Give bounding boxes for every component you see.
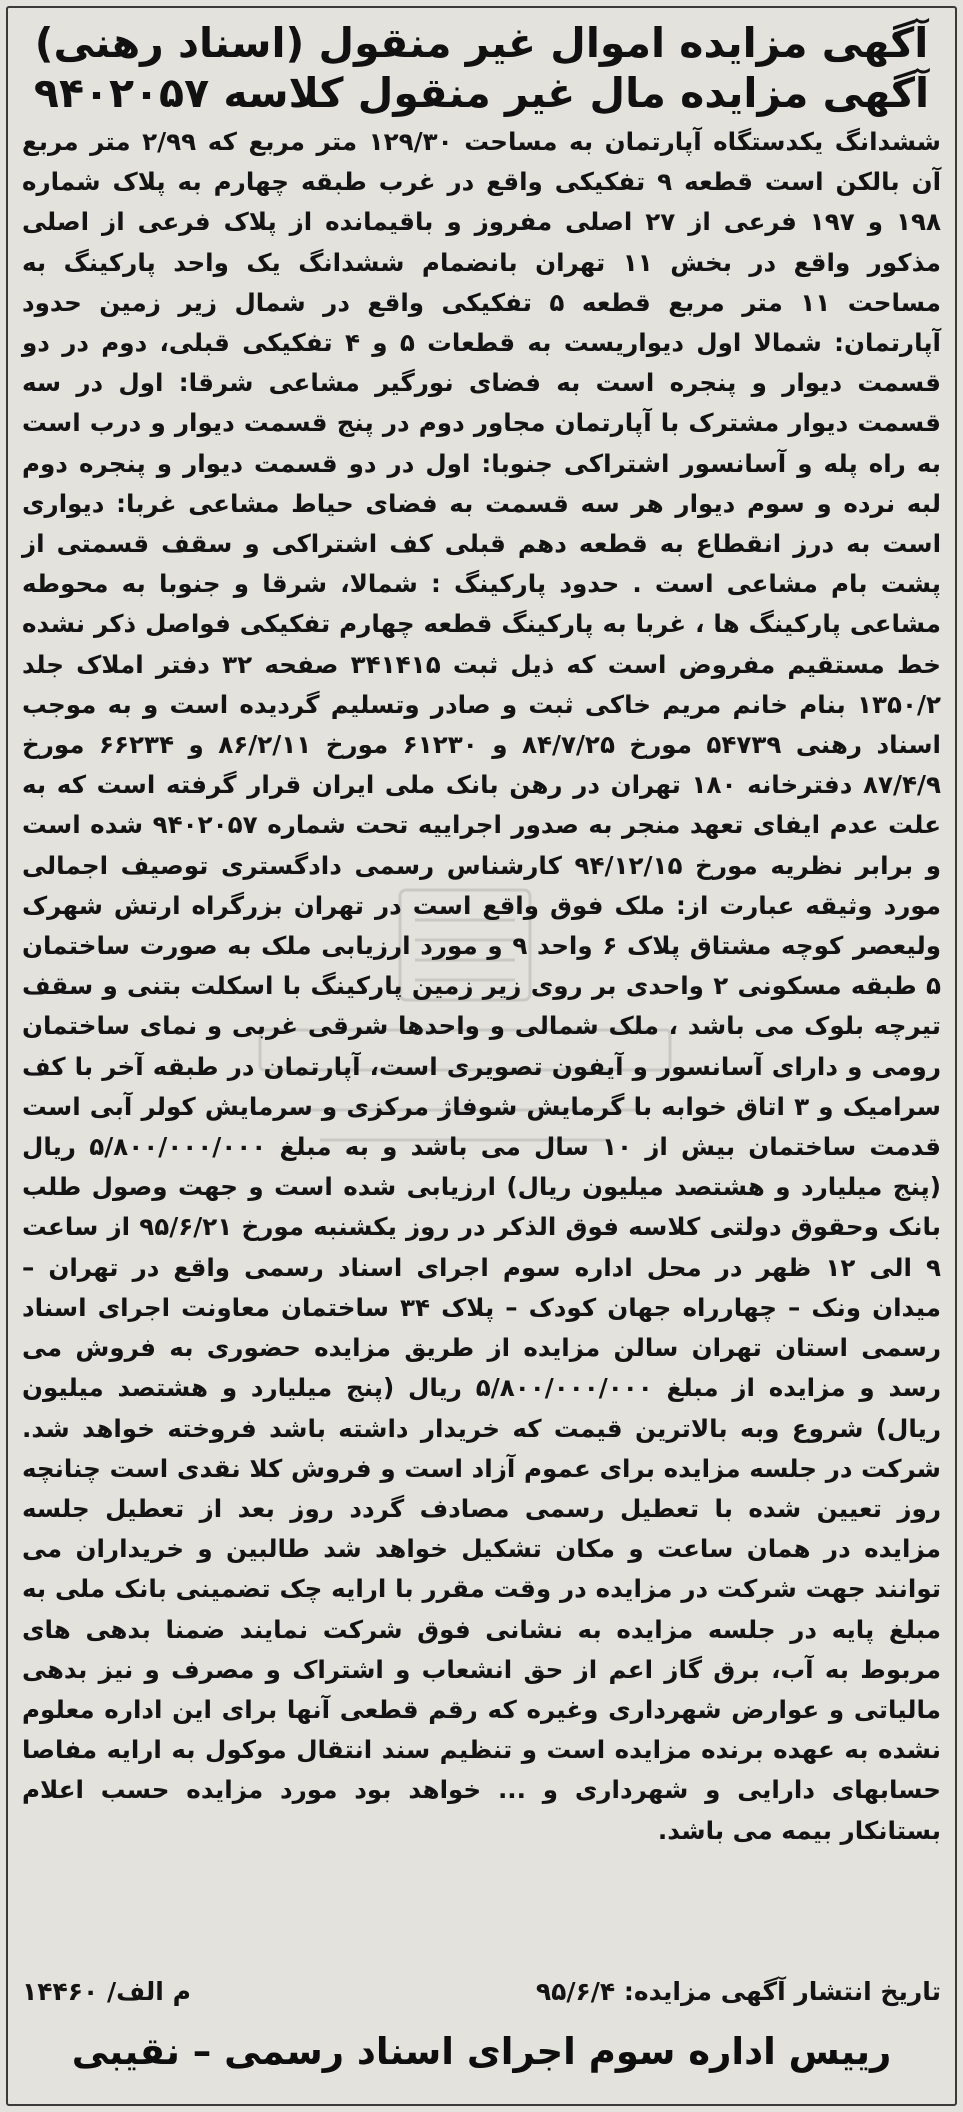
official-signature: رییس اداره سوم اجرای اسناد رسمی – نقیبی [71, 2030, 892, 2073]
notice-body-text: ششدانگ یکدستگاه آپارتمان به مساحت ۱۲۹/۳۰ متر مربع که ۲/۹۹ متر مربع آن بالکن است قطعه ۹ تفکیکی واقع در غرب طبقه چهارم به پلاک شماره ۱۹۸ و ۱۹۷ فرعی از ۲۷ اصلی مفروز و باقیمانده از پلاک فرعی از اصلی مذکور واقع در بخش ۱۱ تهران بانضمام ششدانگ یک واحد پارکینگ به مساحت ۱۱ متر مربع قطعه ۵ تفکیکی واقع در شمال زیر زمین حدود آپارتمان: شمالا اول دیواریست به قطعات ۵ و ۴ تفکیکی قبلی، دوم در دو قسمت دیوار و پنجره است به فضای نورگیر مشاعی شرقا: اول در سه قسمت دیوار مشترک با آپارتمان مجاور دوم در پنج قسمت دیوار و درب است به راه پله و آسانسور اشتراکی جنوبا: اول در دو قسمت دیوار و پنجره دوم لبه نرده و سوم دیوار هر سه قسمت به فضای حیاط مشاعی غربا: دیواری است به درز انقطاع به قطعه دهم قبلی کف اشتراکی و سقف قسمتی از پشت بام مشاعی است . حدود پارکینگ : شمالا، شرقا و جنوبا به محوطه مشاعی پارکینگ ها ، غربا به پارکینگ قطعه چهارم تفکیکی فواصل ذکر نشده خط مستقیم مفروض است که ذیل ثبت ۳۴۱۴۱۵ صفحه ۳۲ دفتر املاک جلد ۱۳۵۰/۲ بنام خانم مریم خاکی ثبت و صادر وتسلیم گردیده است و به موجب اسناد رهنی ۵۴۷۳۹ مورخ ۸۴/۷/۲۵ و ۶۱۲۳۰ مورخ ۸۶/۲/۱۱ و ۶۶۲۳۴ مورخ ۸۷/۴/۹ دفترخانه ۱۸۰ تهران در رهن بانک ملی ایران قرار گرفته است که به علت عدم ایفای تعهد منجر به صدور اجراییه تحت شماره ۹۴۰۲۰۵۷ شده است و برابر نظریه مورخ ۹۴/۱۲/۱۵ کارشناس رسمی دادگستری توصیف اجمالی مورد وثیقه عبارت از: ملک فوق واقع است در تهران بزرگراه ارتش شهرک ولیعصر کوچه مشتاق پلاک ۶ واحد ۹ و مورد ارزیابی ملک به صورت ساختمان ۵ طبقه مسکونی ۲ واحدی بر روی زیر زمین پارکینگ با اسکلت بتنی و سقف تیرچه بلوک می باشد ، ملک شمالی و واحدها شرقی غربی و نمای ساختمان رومی و دارای آسانسور و آیفون تصویری است، آپارتمان در طبقه آخر با کف سرامیک و ۳ اتاق خوابه با گرمایش شوفاژ مرکزی و سرمایش کولر آبی است قدمت ساختمان بیش از ۱۰ سال می باشد و به مبلغ ۵/۸۰۰/۰۰۰/۰۰۰ ریال (پنج میلیارد و هشتصد میلیون ریال) ارزیابی شده است و جهت وصول طلب بانک وحقوق دولتی کلاسه فوق الذکر در روز یکشنبه مورخ ۹۵/۶/۲۱ از ساعت ۹ الی ۱۲ ظهر در محل اداره سوم اجرای اسناد رسمی واقع در تهران – میدان ونک – چهارراه جهان کودک – پلاک ۳۴ ساختمان معاونت اجرای اسناد رسمی استان تهران سالن مزایده از طریق مزایده حضوری به فروش می رسد و مزایده از مبلغ ۵/۸۰۰/۰۰۰/۰۰۰ ریال (پنج میلیارد و هشتصد میلیون ریال) شروع وبه بالاترین قیمت که خریدار داشته باشد فروخته خواهد شد. شرکت در جلسه مزایده برای عموم آزاد است و فروش کلا نقدی است چنانچه روز تعیین شده با تعطیل رسمی مصادف گردد روز بعد از تعطیل جلسه مزایده در همان ساعت و مکان تشکیل خواهد شد طالبین و خریداران می توانند جهت شرکت در مزایده در وقت مقرر با ارایه چک تضمینی بانک ملی به مبلغ پایه در جلسه مزایده به نشانی فوق شرکت نمایند ضمنا بدهی های مربوط به آب، برق گاز اعم از حق انشعاب و اشتراک و مصرف و نیز بدهی مالیاتی و عوارض شهرداری وغیره که رقم قطعی آنها برای این اداره معلوم نشده به عهده برنده مزایده است و تنظیم سند انتقال موکول به ارایه مفاصا حسابهای دارایی و شهرداری و ... خواهد بود مورد مزایده حسب اعلام بستانکار بیمه می باشد. [22, 127, 942, 1845]
notice-subtitle: آگهی مزایده مال غیر منقول کلاسه ۹۴۰۲۰۵۷ [33, 69, 930, 117]
notice-title: آگهی مزایده اموال غیر منقول (اسناد رهنی) [34, 19, 929, 67]
notice-header [20, 18, 943, 118]
publish-date: تاریخ انتشار آگهی مزایده: ۹۵/۶/۴ [535, 1977, 941, 2006]
notice-footer [22, 1977, 941, 2006]
reference-code: م الف/ ۱۴۴۶۰ [22, 1977, 191, 2006]
